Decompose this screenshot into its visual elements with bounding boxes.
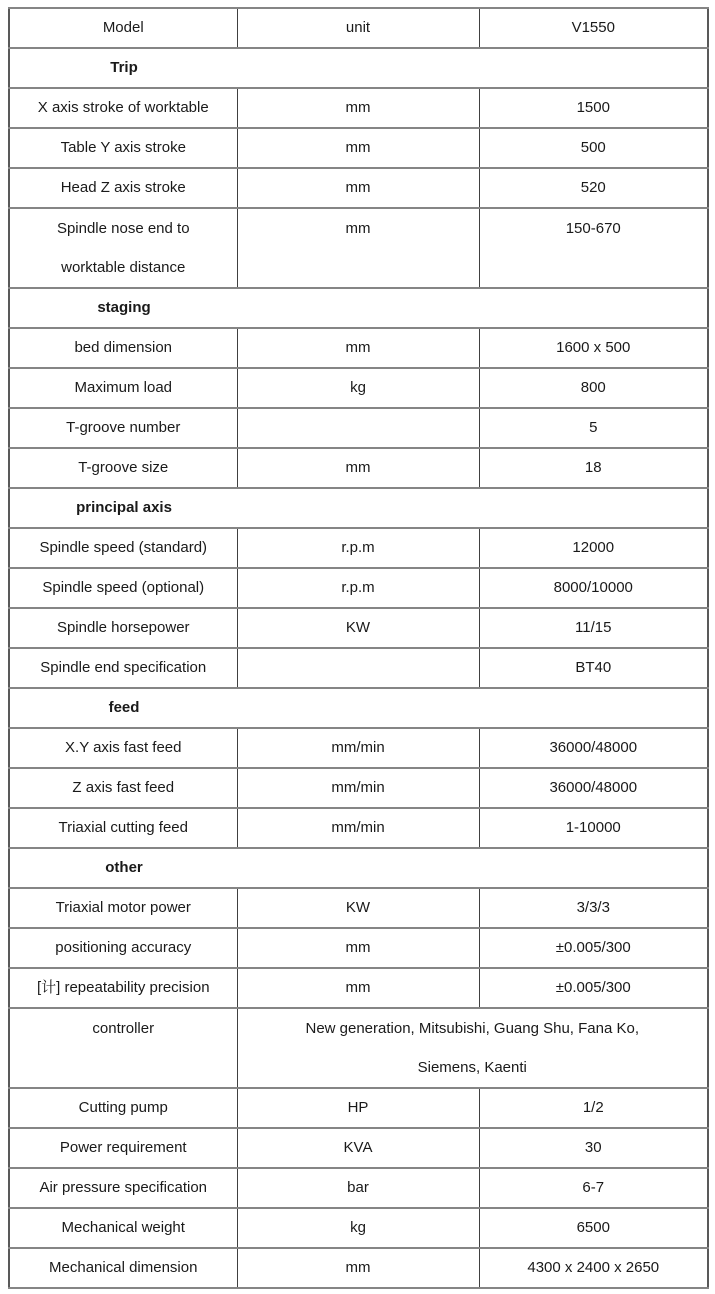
unit-cell: mm/min [237, 768, 479, 808]
value-cell: BT40 [479, 648, 708, 688]
unit-cell [237, 408, 479, 448]
table-row [9, 128, 708, 168]
unit-cell: r.p.m [237, 568, 479, 608]
value-cell: 30 [479, 1128, 708, 1168]
value-cell: 8000/10000 [479, 568, 708, 608]
table-row [9, 528, 708, 568]
table-row [9, 408, 708, 448]
spec-table [8, 7, 709, 1289]
section-header-label: Trip [110, 58, 138, 76]
value-cell: 6-7 [479, 1168, 708, 1208]
section-header-cell [9, 288, 708, 328]
spec-label-cell: T-groove number [9, 408, 237, 448]
spec-label-cell: Triaxial cutting feed [9, 808, 237, 848]
spec-label-cell: Maximum load [9, 368, 237, 408]
unit-cell: r.p.m [237, 528, 479, 568]
unit-cell: mm [237, 128, 479, 168]
section-header-label: other [105, 858, 143, 876]
spec-label-line: Spindle nose end to [56, 220, 190, 237]
table-row [9, 1168, 708, 1208]
spec-label-cell: Triaxial motor power [9, 888, 237, 928]
table-row [9, 928, 708, 968]
unit-cell: kg [237, 368, 479, 408]
value-cell: V1550 [479, 8, 708, 48]
unit-cell: mm [237, 448, 479, 488]
table-row [9, 1088, 708, 1128]
spec-label-cell: Power requirement [9, 1128, 237, 1168]
value-cell: 1-10000 [479, 808, 708, 848]
unit-cell: mm [237, 168, 479, 208]
unit-cell: mm [237, 928, 479, 968]
unit-cell: mm [237, 88, 479, 128]
value-cell [479, 208, 708, 288]
unit-cell: KW [237, 888, 479, 928]
section-header-label: principal axis [76, 498, 172, 516]
spec-label-cell: Head Z axis stroke [9, 168, 237, 208]
value-cell: 36000/48000 [479, 768, 708, 808]
spec-label-cell: Spindle end specification [9, 648, 237, 688]
unit-cell: KW [237, 608, 479, 648]
spec-label-text: controller [92, 1020, 155, 1037]
table-row [9, 1128, 708, 1168]
unit-cell [237, 648, 479, 688]
spec-label-cell [9, 208, 237, 288]
unit-text: mm [345, 220, 371, 237]
table-row [9, 608, 708, 648]
section-header-cell [9, 488, 708, 528]
spec-label-cell: Air pressure specification [9, 1168, 237, 1208]
value-cell: ±0.005/300 [479, 968, 708, 1008]
table-row [9, 328, 708, 368]
unit-cell: unit [237, 8, 479, 48]
unit-cell: kg [237, 1208, 479, 1248]
table-row [9, 1008, 708, 1088]
spec-label-cell: Mechanical weight [9, 1208, 237, 1248]
spec-label-cell: Spindle horsepower [9, 608, 237, 648]
value-cell: 1/2 [479, 1088, 708, 1128]
value-cell: 36000/48000 [479, 728, 708, 768]
value-cell: 520 [479, 168, 708, 208]
unit-cell: KVA [237, 1128, 479, 1168]
value-cell: 5 [479, 408, 708, 448]
section-row [9, 48, 708, 88]
value-cell: 500 [479, 128, 708, 168]
spec-label-cell: Cutting pump [9, 1088, 237, 1128]
table-row [9, 368, 708, 408]
spec-label-cell: T-groove size [9, 448, 237, 488]
value-cell: 3/3/3 [479, 888, 708, 928]
spec-label-cell: Spindle speed (optional) [9, 568, 237, 608]
spec-label-cell: X axis stroke of worktable [9, 88, 237, 128]
unit-cell: bar [237, 1168, 479, 1208]
table-row [9, 208, 708, 288]
section-header-cell [9, 848, 708, 888]
merged-value-cell [237, 1008, 708, 1088]
table-row [9, 968, 708, 1008]
spec-label-cell [9, 1008, 237, 1088]
table-row [9, 448, 708, 488]
unit-cell: mm [237, 328, 479, 368]
table-row [9, 168, 708, 208]
spec-label-cell: Table Y axis stroke [9, 128, 237, 168]
value-cell: 800 [479, 368, 708, 408]
unit-cell: mm/min [237, 808, 479, 848]
section-row [9, 488, 708, 528]
unit-cell: HP [237, 1088, 479, 1128]
spec-label-cell: Mechanical dimension [9, 1248, 237, 1288]
value-cell: 11/15 [479, 608, 708, 648]
spec-label-cell: [计] repeatability precision [9, 968, 237, 1008]
unit-cell: mm/min [237, 728, 479, 768]
value-cell: 4300 x 2400 x 2650 [479, 1248, 708, 1288]
spec-label-cell: bed dimension [9, 328, 237, 368]
value-cell: 1500 [479, 88, 708, 128]
unit-cell [237, 208, 479, 288]
spec-label-cell: X.Y axis fast feed [9, 728, 237, 768]
value-cell: ±0.005/300 [479, 928, 708, 968]
value-cell: 12000 [479, 528, 708, 568]
section-row [9, 848, 708, 888]
table-row [9, 8, 708, 48]
section-header-label: feed [108, 698, 140, 716]
table-row [9, 808, 708, 848]
section-header-cell [9, 48, 708, 88]
value-cell: 1600 x 500 [479, 328, 708, 368]
section-header-label: staging [97, 298, 151, 316]
table-row [9, 88, 708, 128]
spec-table-body [9, 8, 708, 1288]
unit-cell: mm [237, 968, 479, 1008]
spec-label-cell: positioning accuracy [9, 928, 237, 968]
table-row [9, 648, 708, 688]
unit-cell: mm [237, 1248, 479, 1288]
value-line: New generation, Mitsubishi, Guang Shu, Fana Ko, [305, 1020, 640, 1037]
value-cell: 6500 [479, 1208, 708, 1248]
section-row [9, 688, 708, 728]
section-header-cell [9, 688, 708, 728]
value-text: 150-670 [565, 220, 621, 237]
table-row [9, 1248, 708, 1288]
table-row [9, 568, 708, 608]
spec-label-line: worktable distance [61, 259, 186, 276]
value-cell: 18 [479, 448, 708, 488]
spec-label-cell: Z axis fast feed [9, 768, 237, 808]
spec-label-cell: Model [9, 8, 237, 48]
table-row [9, 768, 708, 808]
table-row [9, 888, 708, 928]
spec-label-cell: Spindle speed (standard) [9, 528, 237, 568]
table-row [9, 728, 708, 768]
value-line: Siemens, Kaenti [417, 1059, 527, 1076]
table-row [9, 1208, 708, 1248]
section-row [9, 288, 708, 328]
